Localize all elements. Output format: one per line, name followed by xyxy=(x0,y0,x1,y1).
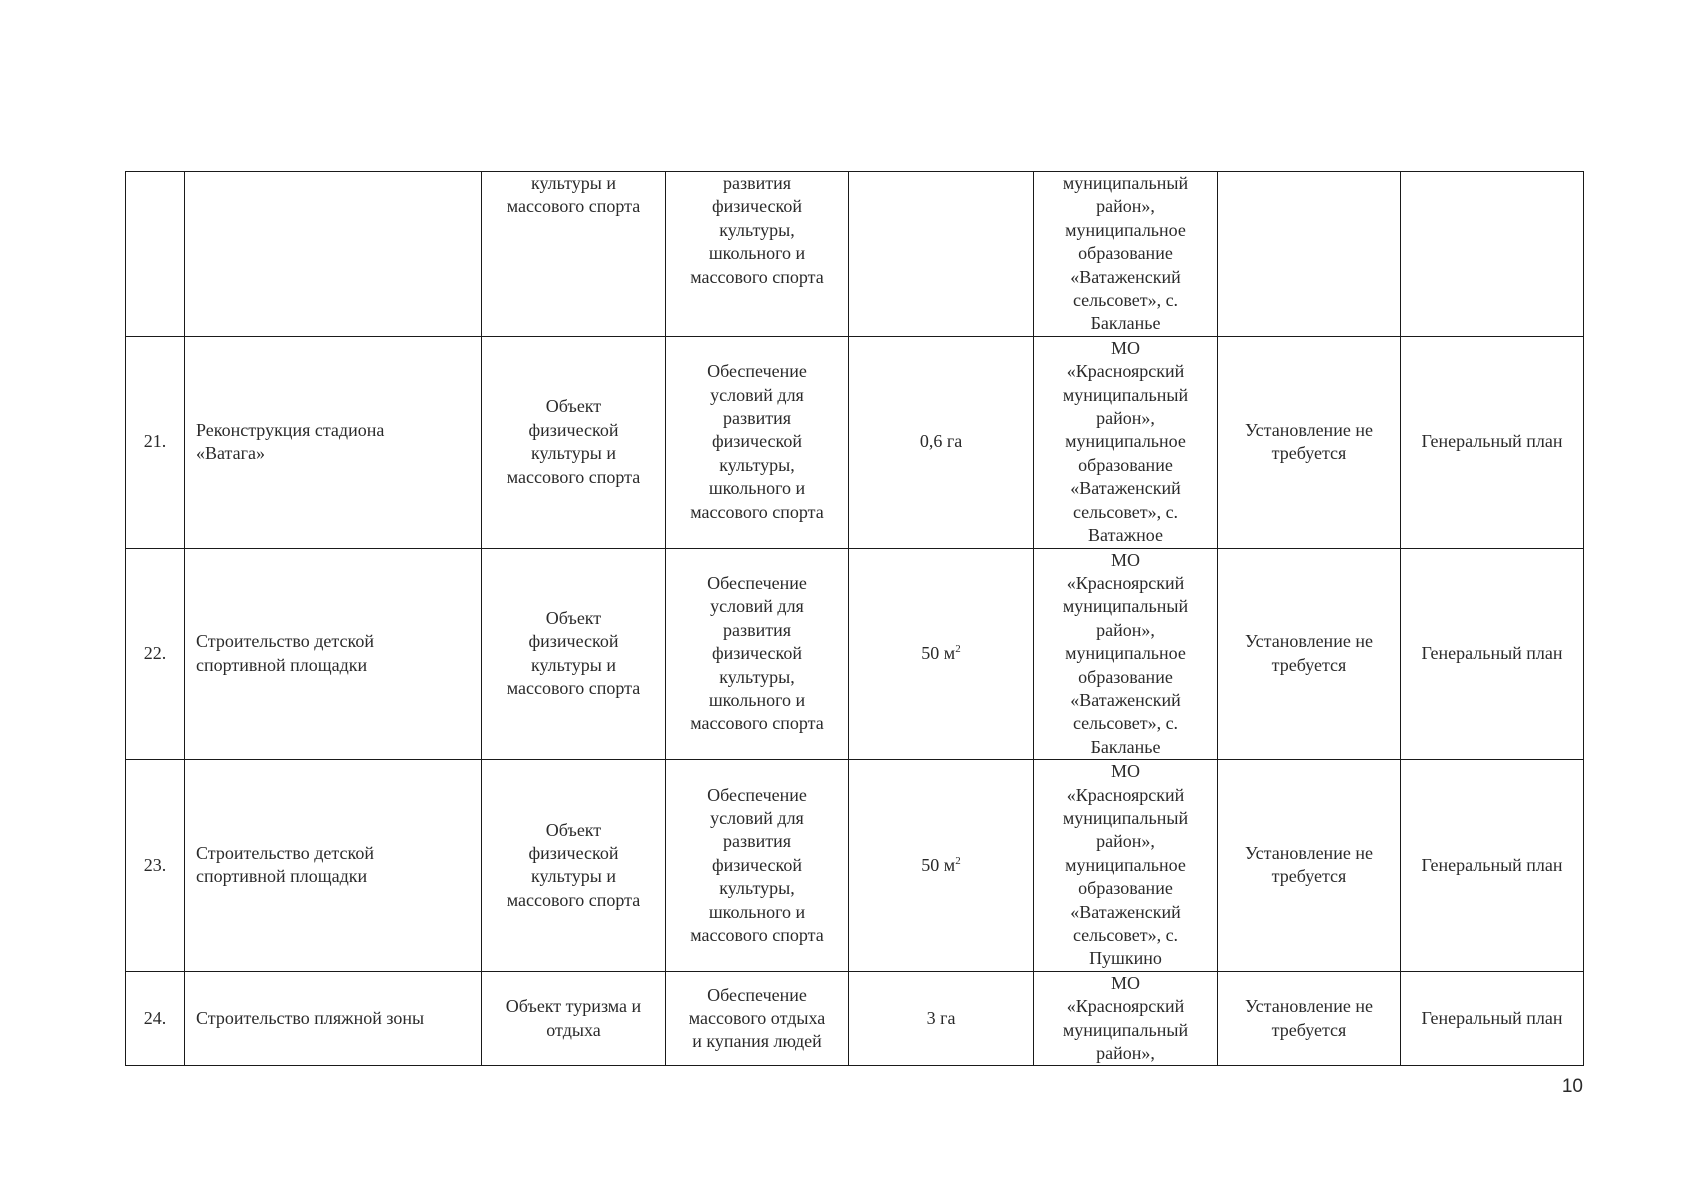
cell-purpose: Обеспечение условий для развития физической культуры, школьного и массового спорта xyxy=(666,548,849,760)
cell-basis: Генеральный план xyxy=(1401,971,1584,1066)
cell-zone xyxy=(1218,172,1401,337)
cell-location: МО «Красноярский муниципальный район», муниципальное образование «Ватаженский сельсовет», с. Пушкино xyxy=(1034,760,1218,972)
cell-capacity xyxy=(849,548,1034,760)
capacity-superscript: 2 xyxy=(955,854,961,867)
cell-basis: Генеральный план xyxy=(1401,760,1584,972)
cell-name: Строительство детской спортивной площадки xyxy=(185,548,482,760)
cell-type: Объект физической культуры и массового спорта xyxy=(482,548,666,760)
cell-location: МО «Красноярский муниципальный район», xyxy=(1034,971,1218,1066)
cell-name: Строительство детской спортивной площадки xyxy=(185,760,482,972)
table-row xyxy=(126,336,1584,548)
table-row-continuation xyxy=(126,172,1584,337)
cell-name: Реконструкция стадиона «Ватага» xyxy=(185,336,482,548)
cell-purpose: Обеспечение условий для развития физической культуры, школьного и массового спорта xyxy=(666,336,849,548)
capacity-superscript: 2 xyxy=(955,643,961,656)
cell-location: МО «Красноярский муниципальный район», муниципальное образование «Ватаженский сельсовет», с. Ватажное xyxy=(1034,336,1218,548)
cell-num: 22. xyxy=(126,548,185,760)
cell-num xyxy=(126,172,185,337)
cell-name: Строительство пляжной зоны xyxy=(185,971,482,1066)
planning-objects-table xyxy=(125,171,1584,1066)
cell-capacity xyxy=(849,760,1034,972)
cell-zone: Установление не требуется xyxy=(1218,336,1401,548)
cell-zone: Установление не требуется xyxy=(1218,971,1401,1066)
cell-num: 23. xyxy=(126,760,185,972)
cell-zone: Установление не требуется xyxy=(1218,548,1401,760)
cell-basis: Генеральный план xyxy=(1401,336,1584,548)
capacity-value: 50 м xyxy=(921,854,956,875)
cell-num: 24. xyxy=(126,971,185,1066)
cell-num: 21. xyxy=(126,336,185,548)
cell-basis: Генеральный план xyxy=(1401,548,1584,760)
cell-capacity: 3 га xyxy=(849,971,1034,1066)
cell-zone: Установление не требуется xyxy=(1218,760,1401,972)
cell-capacity: 0,6 га xyxy=(849,336,1034,548)
cell-basis xyxy=(1401,172,1584,337)
cell-type: Объект туризма и отдыха xyxy=(482,971,666,1066)
cell-capacity xyxy=(849,172,1034,337)
cell-type: культуры и массового спорта xyxy=(482,172,666,337)
cell-type: Объект физической культуры и массового спорта xyxy=(482,760,666,972)
table-row xyxy=(126,548,1584,760)
cell-purpose: Обеспечение массового отдыха и купания людей xyxy=(666,971,849,1066)
cell-type: Объект физической культуры и массового спорта xyxy=(482,336,666,548)
cell-purpose: Обеспечение условий для развития физической культуры, школьного и массового спорта xyxy=(666,760,849,972)
cell-location: МО «Красноярский муниципальный район», муниципальное образование «Ватаженский сельсовет», с. Бакланье xyxy=(1034,548,1218,760)
page-number: 10 xyxy=(1561,1076,1583,1097)
table-row xyxy=(126,760,1584,972)
capacity-value: 50 м xyxy=(921,643,956,664)
cell-purpose: развития физической культуры, школьного и массового спорта xyxy=(666,172,849,337)
table-row xyxy=(126,971,1584,1066)
cell-name xyxy=(185,172,482,337)
cell-location: муниципальный район», муниципальное образование «Ватаженский сельсовет», с. Бакланье xyxy=(1034,172,1218,337)
